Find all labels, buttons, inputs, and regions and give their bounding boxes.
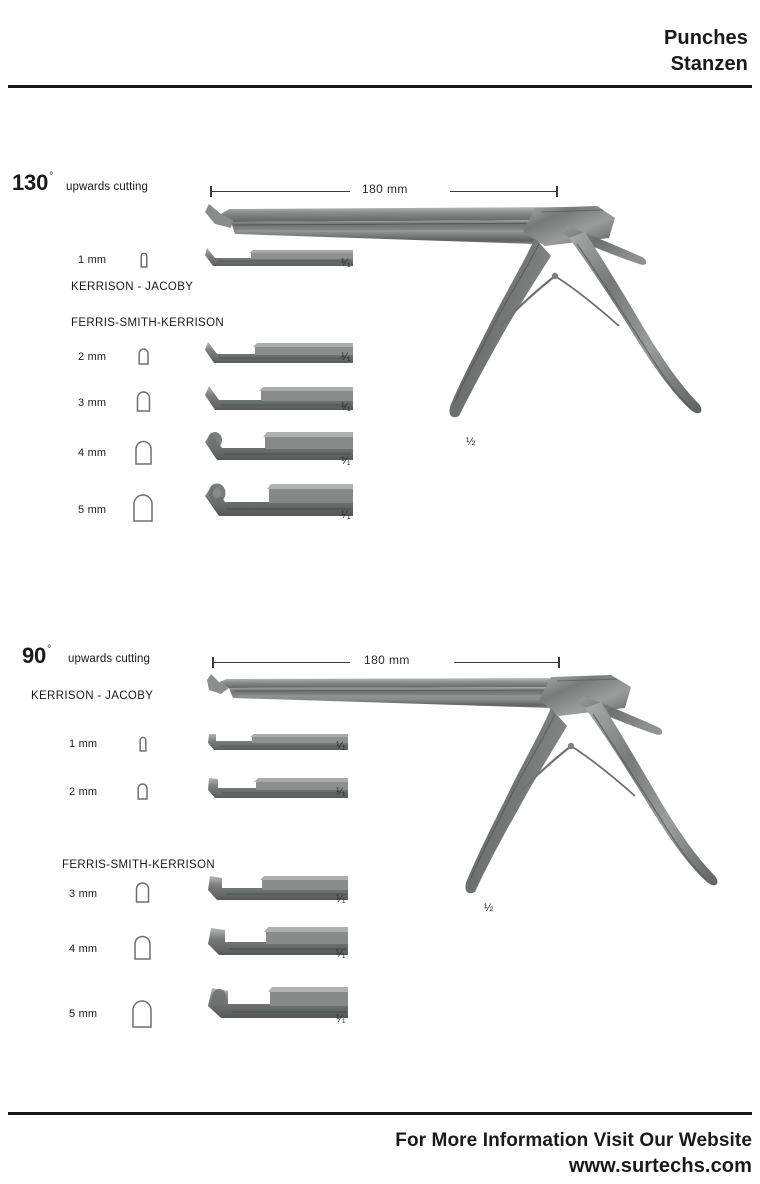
dimension-bar-left [214,662,350,663]
tip-detail-90-4mm [208,924,350,964]
angle-label-90: 90° [22,643,51,668]
brand-130-kerrison-jacoby: KERRISON - JACOBY [71,281,194,293]
dimension-bar-right [450,191,556,192]
angle-label-130: 130° [12,170,53,195]
scale-130-2mm: ¹⁄₁ [341,351,351,363]
page-header [664,26,748,77]
footer-divider [8,1112,752,1115]
tip-detail-90-3mm [208,872,350,908]
page-footer [395,1128,752,1179]
scale-130-4mm: ¹⁄₁ [341,455,351,467]
tip-detail-90-5mm [208,984,350,1028]
degree-symbol: ° [47,643,51,655]
tip-detail-130-3mm [205,382,355,420]
scale-130-3mm: ¹⁄₁ [341,401,351,413]
tip-detail-90-2mm [208,774,350,806]
tip-detail-130-4mm [205,428,355,470]
header-divider [8,85,752,88]
scale-90-5mm: ¹⁄₁ [336,1013,346,1025]
dimension-tick-right [556,186,558,197]
footer-website-url[interactable]: www.surtechs.com [568,1155,752,1178]
scale-130-1mm: ¹⁄₁ [341,257,351,269]
size-label-130-3mm: 3 mm [78,397,107,409]
bite-icon-130-3mm [133,388,155,412]
size-label-130-4mm: 4 mm [78,447,107,459]
tip-detail-130-5mm [205,480,355,526]
dimension-value-90: 180 mm [364,653,410,667]
scale-90-1mm: ¹⁄₁ [336,740,346,752]
bite-icon-130-2mm [135,345,153,365]
main-scale-130: ½ [466,436,476,448]
size-label-90-1mm: 1 mm [69,738,98,750]
dimension-tick-right [558,657,560,668]
degree-symbol: ° [49,170,53,182]
size-label-130-1mm: 1 mm [78,254,107,266]
cutting-direction-90: upwards cutting [68,653,151,665]
bite-icon-90-4mm [130,932,156,960]
tip-detail-130-1mm [205,244,355,276]
size-label-130-2mm: 2 mm [78,351,107,363]
dimension-bar-right [454,662,558,663]
header-title-en: Punches [663,27,748,49]
bite-icon-130-4mm [131,437,157,465]
size-label-90-3mm: 3 mm [69,888,98,900]
bite-icon-90-2mm [134,780,152,800]
brand-90-kerrison-jacoby: KERRISON - JACOBY [31,690,154,702]
dimension-value-130: 180 mm [362,182,408,196]
bite-icon-130-5mm [129,490,159,522]
bite-icon-90-3mm [132,879,154,903]
scale-90-4mm: ¹⁄₁ [336,948,346,960]
main-scale-90: ½ [484,902,494,914]
size-label-90-2mm: 2 mm [69,786,98,798]
size-label-90-4mm: 4 mm [69,943,98,955]
dimension-bar-left [212,191,350,192]
scale-90-2mm: ¹⁄₁ [336,786,346,798]
bite-icon-130-1mm [137,250,151,268]
brand-90-ferris-smith-kerrison: FERRIS-SMITH-KERRISON [62,859,216,871]
bite-icon-90-1mm [136,734,150,752]
header-title-de: Stanzen [670,52,748,75]
tip-detail-90-1mm [208,729,350,759]
scale-90-3mm: ¹⁄₁ [336,893,346,905]
size-label-90-5mm: 5 mm [69,1008,98,1020]
tip-detail-130-2mm [205,338,355,372]
dimension-line-130 [210,182,558,199]
scale-130-5mm: ¹⁄₁ [341,509,351,521]
bite-icon-90-5mm [128,996,158,1028]
footer-tagline: For More Information Visit Our Website [395,1130,752,1151]
size-label-130-5mm: 5 mm [78,504,107,516]
cutting-direction-130: upwards cutting [66,181,149,193]
brand-130-ferris-smith-kerrison: FERRIS-SMITH-KERRISON [71,317,225,329]
